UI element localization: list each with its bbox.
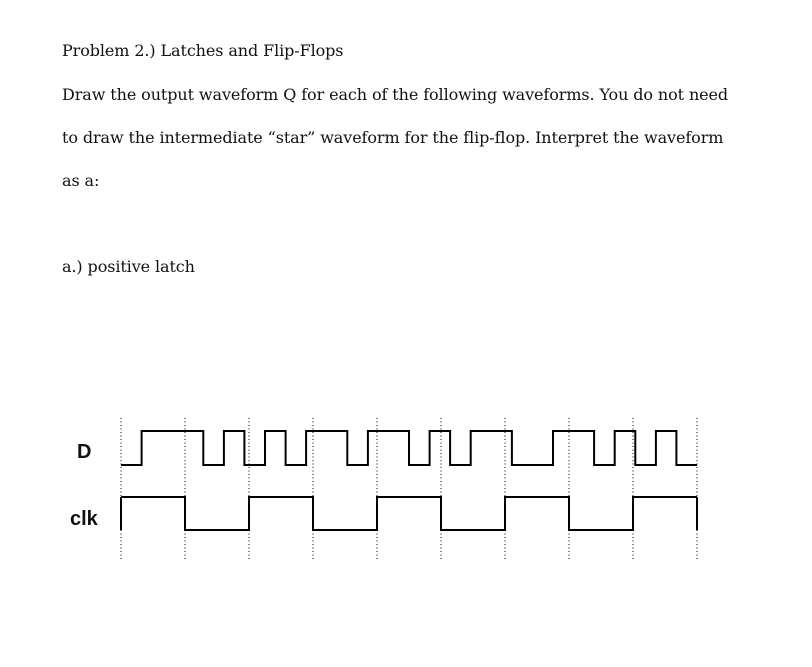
signal-label-d: D [77, 441, 92, 463]
instruction-line-1: Draw the output waveform Q for each of the following waveforms. You do not need [62, 85, 729, 104]
waveform-d [121, 431, 697, 465]
part-a-label: a.) positive latch [62, 257, 195, 276]
instruction-line-2: to draw the intermediate “star” waveform for the flip-flop. Interpret the waveform [62, 128, 724, 147]
instruction-line-3: as a: [62, 171, 100, 190]
waveform-clk [121, 497, 697, 530]
signal-label-clk: clk [70, 508, 98, 530]
problem-title: Problem 2.) Latches and Flip-Flops [62, 41, 344, 60]
